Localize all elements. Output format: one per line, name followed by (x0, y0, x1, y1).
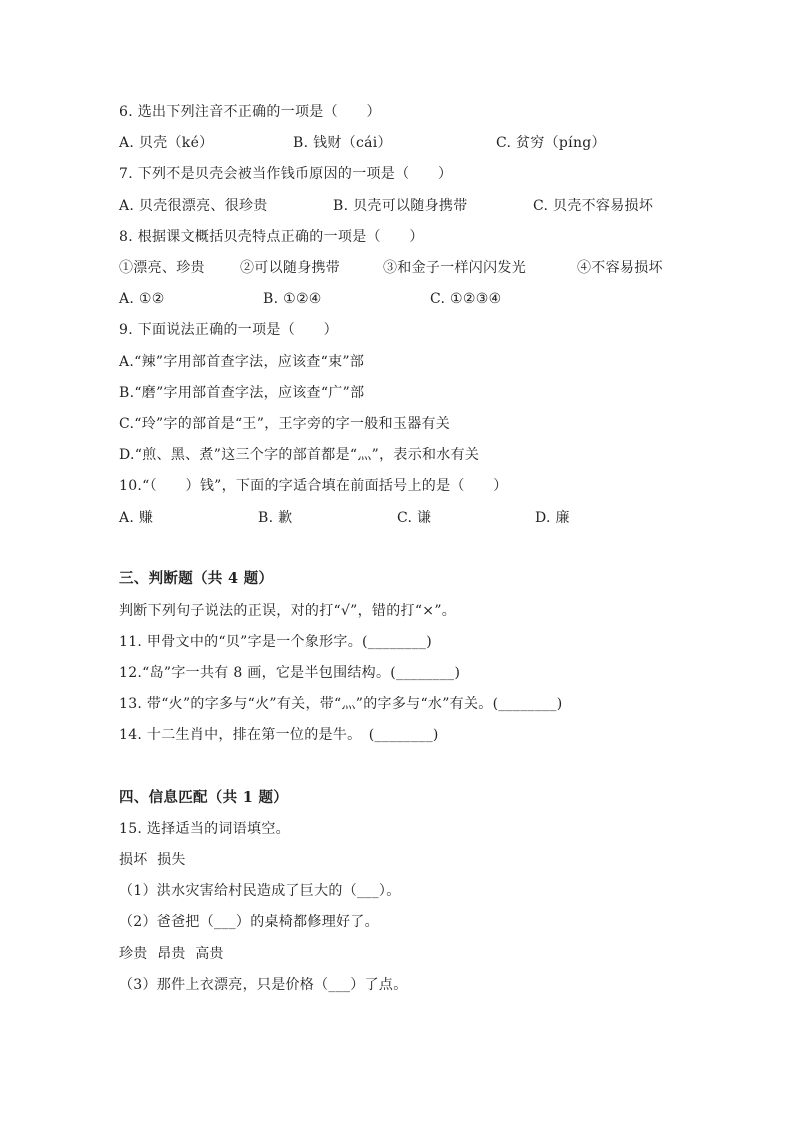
question-7-stem: 7. 下列不是贝壳会被当作钱币原因的一项是（ ） (119, 166, 453, 182)
section-3-instruction: 判断下列句子说法的正误，对的打“√”，错的打“×”。 (119, 603, 457, 619)
question-7-option-c: C. 贝壳不容易损坏 (533, 198, 654, 214)
question-6-option-a: A. 贝壳（ké） (119, 135, 214, 151)
question-7-option-b: B. 贝壳可以随身携带 (333, 198, 468, 214)
question-15-stem: 15. 选择适当的词语填空。 (119, 821, 290, 837)
question-6-option-b: B. 钱财（cái） (293, 135, 392, 151)
word-bank-2: 珍贵 昂贵 高贵 (119, 946, 224, 962)
question-14: 14. 十二生肖中，排在第一位的是牛。 (________) (119, 727, 439, 743)
question-9-stem: 9. 下面说法正确的一项是（ ） (119, 322, 338, 338)
question-13: 13. 带“火”的字多与“火”有关，带“灬”的字多与“水”有关。(________) (119, 696, 563, 712)
question-11: 11. 甲骨文中的“贝”字是一个象形字。(________) (119, 634, 432, 650)
question-15-item-2: （2）爸爸把（___）的桌椅都修理好了。 (119, 914, 379, 930)
question-15-item-3: （3）那件上衣漂亮，只是价格（___）了点。 (119, 977, 408, 993)
question-9-choice-c: C.“玲”字的部首是“王”，王字旁的字一般和玉器有关 (119, 416, 451, 432)
section-4-title: 四、信息匹配（共 1 题） (119, 789, 289, 806)
question-12: 12.“岛”字一共有 8 画，它是半包围结构。(________) (119, 665, 461, 681)
question-8-item-1: ①漂亮、珍贵 (119, 260, 205, 276)
question-8-item-4: ④不容易损坏 (577, 260, 663, 276)
question-7-option-a: A. 贝壳很漂亮、很珍贵 (119, 198, 268, 214)
question-8-option-c: C. ①②③④ (430, 291, 502, 307)
question-9-choice-d: D.“煎、黑、煮”这三个字的部首都是“灬”，表示和水有关 (119, 447, 480, 463)
question-6-stem: 6. 选出下列注音不正确的一项是（ ） (119, 104, 381, 120)
question-9-choice-b: B.“磨”字用部首查字法，应该查“广”部 (119, 385, 365, 401)
word-bank-1: 损坏 损失 (119, 852, 186, 868)
question-8-option-a: A. ①② (119, 291, 165, 307)
question-6-option-c: C. 贫穷（píng） (496, 135, 606, 151)
question-8-item-3: ③和金子一样闪闪发光 (383, 260, 526, 276)
question-10-stem: 10.“（ ）钱”，下面的字适合填在前面括号上的是（ ） (119, 478, 508, 494)
question-8-option-b: B. ①②④ (263, 291, 322, 307)
question-10-option-d: D. 廉 (535, 510, 570, 526)
section-3-title: 三、判断题（共 4 题） (119, 570, 274, 587)
question-9-choice-a: A.“辣”字用部首查字法，应该查“束”部 (119, 354, 365, 370)
question-10-option-b: B. 歉 (258, 510, 293, 526)
question-15-item-1: （1）洪水灾害给村民造成了巨大的（___）。 (119, 883, 401, 899)
question-10-option-a: A. 赚 (119, 510, 154, 526)
question-8-stem: 8. 根据课文概括贝壳特点正确的一项是（ ） (119, 229, 424, 245)
question-10-option-c: C. 谦 (397, 510, 432, 526)
question-8-item-2: ②可以随身携带 (240, 260, 341, 276)
